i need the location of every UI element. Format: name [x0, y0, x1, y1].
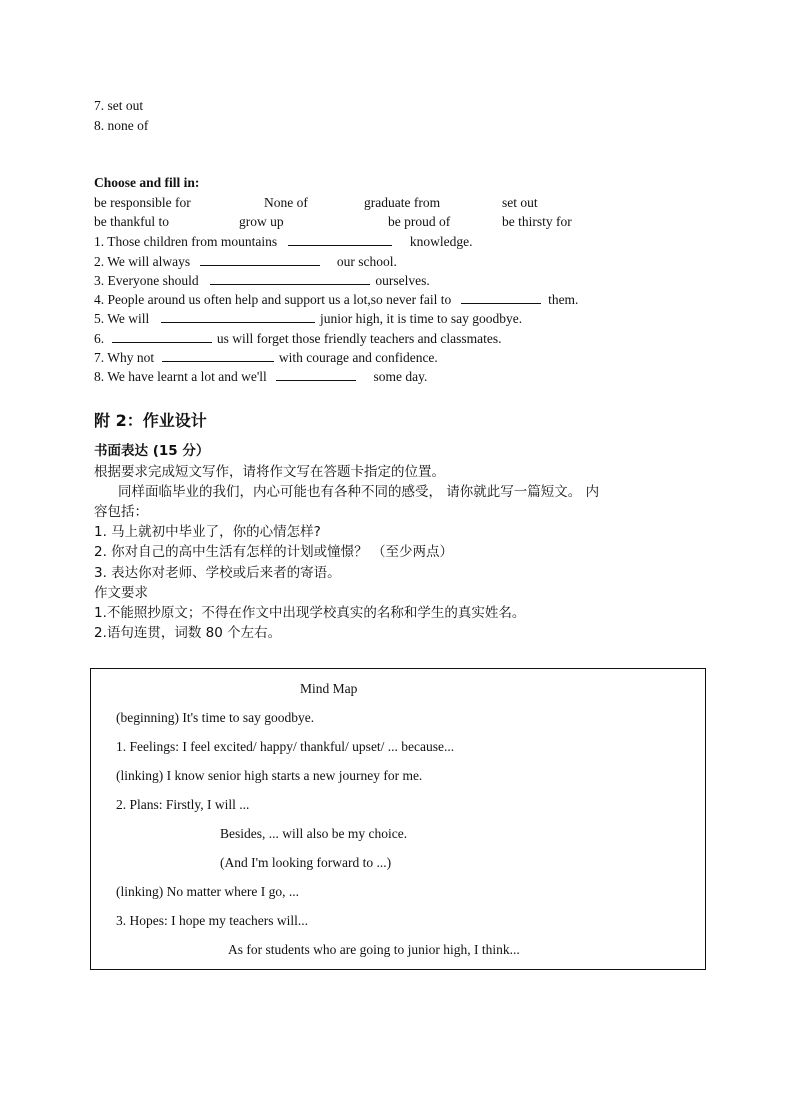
sentence-2 [94, 252, 397, 271]
option: set out [502, 195, 538, 210]
sentence-text: with courage and confidence. [278, 350, 438, 365]
paragraph-line: 同样面临毕业的我们，内心可能也有各种不同的感受， 请你就此写一篇短文。 内 [118, 484, 600, 500]
sentence-text: some day. [373, 369, 428, 384]
answer-blank[interactable] [161, 309, 315, 323]
options-row-1 [94, 194, 538, 212]
sentence-text: them. [548, 292, 579, 307]
mind-map-line: (And I'm looking forward to ...) [220, 855, 392, 870]
sentence-text: junior high, it is time to say goodbye. [320, 311, 523, 326]
mind-map-line: 3. Hopes: I hope my teachers will... [116, 913, 308, 928]
section-title: 书面表达 (15 分） [94, 443, 210, 459]
sentence-text: 3. Everyone should [94, 273, 199, 288]
option: be thankful to [94, 214, 169, 229]
requirement-2: 2.语句连贯，词数 80 个左右。 [94, 625, 282, 641]
mind-map-title: Mind Map [300, 681, 358, 696]
sentence-5 [94, 309, 522, 328]
answer-blank[interactable] [461, 290, 541, 304]
option: graduate from [364, 195, 441, 210]
sentence-4 [94, 290, 578, 309]
list-item-8: 8. none of [94, 118, 149, 133]
sentence-7 [94, 348, 438, 367]
sentence-text: 8. We have learnt a lot and we'll [94, 369, 267, 384]
requirements-title: 作文要求 [94, 585, 148, 601]
sentence-8 [94, 367, 427, 386]
mind-map-line: As for students who are going to junior high, I think... [228, 942, 520, 957]
instruction: 根据要求完成短文写作，请将作文写在答题卡指定的位置。 [94, 464, 445, 480]
answer-blank[interactable] [200, 252, 320, 266]
sentence-text: 7. Why not [94, 350, 155, 365]
sentence-text: us will forget those friendly teachers and classmates. [216, 331, 502, 346]
mind-map-line: (linking) No matter where I go, ... [116, 884, 299, 899]
requirement-1: 1.不能照抄原文；不得在作文中出现学校真实的名称和学生的真实姓名。 [94, 605, 526, 621]
sentence-1 [94, 232, 472, 251]
content-point-1: 1. 马上就初中毕业了，你的心情怎样? [94, 524, 321, 540]
answer-blank[interactable] [112, 329, 212, 343]
mind-map-line: Besides, ... will also be my choice. [220, 826, 408, 841]
sentence-text: 4. People around us often help and support us a lot,so never fail to [94, 292, 452, 307]
sentence-text: ourselves. [375, 273, 430, 288]
sentence-text: 5. We will [94, 311, 150, 326]
option: grow up [239, 214, 284, 229]
mind-map-line: 1. Feelings: I feel excited/ happy/ thankful/ upset/ ... because... [116, 739, 455, 754]
sentence-text: 1. Those children from mountains [94, 234, 278, 249]
appendix-heading: 附 2：作业设计 [94, 411, 207, 430]
option: be responsible for [94, 195, 191, 210]
sentence-text: 6. [94, 331, 105, 346]
sentence-6 [94, 329, 502, 348]
answer-blank[interactable] [288, 232, 392, 246]
paragraph-line: 容包括： [94, 504, 148, 520]
sentence-text: knowledge. [409, 234, 473, 249]
list-item-7: 7. set out [94, 98, 144, 113]
answer-blank[interactable] [162, 348, 274, 362]
option: be proud of [388, 214, 451, 229]
answer-blank[interactable] [276, 367, 356, 381]
options-row-2 [94, 213, 572, 231]
option: None of [264, 195, 308, 210]
mind-map-line: 2. Plans: Firstly, I will ... [116, 797, 250, 812]
mind-map-line: (beginning) It's time to say goodbye. [116, 710, 315, 725]
mind-map-line: (linking) I know senior high starts a new journey for me. [116, 768, 423, 783]
sentence-3 [94, 271, 430, 290]
sentence-text: 2. We will always [94, 254, 191, 269]
mind-map-box [90, 668, 706, 970]
sentence-text: our school. [336, 254, 397, 269]
option: be thirsty for [502, 214, 572, 229]
answer-blank[interactable] [210, 271, 370, 285]
content-point-2: 2. 你对自己的高中生活有怎样的计划或憧憬？ （至少两点） [94, 544, 453, 560]
content-point-3: 3. 表达你对老师、学校或后来者的寄语。 [94, 565, 341, 581]
exercise-title: Choose and fill in: [94, 175, 200, 190]
